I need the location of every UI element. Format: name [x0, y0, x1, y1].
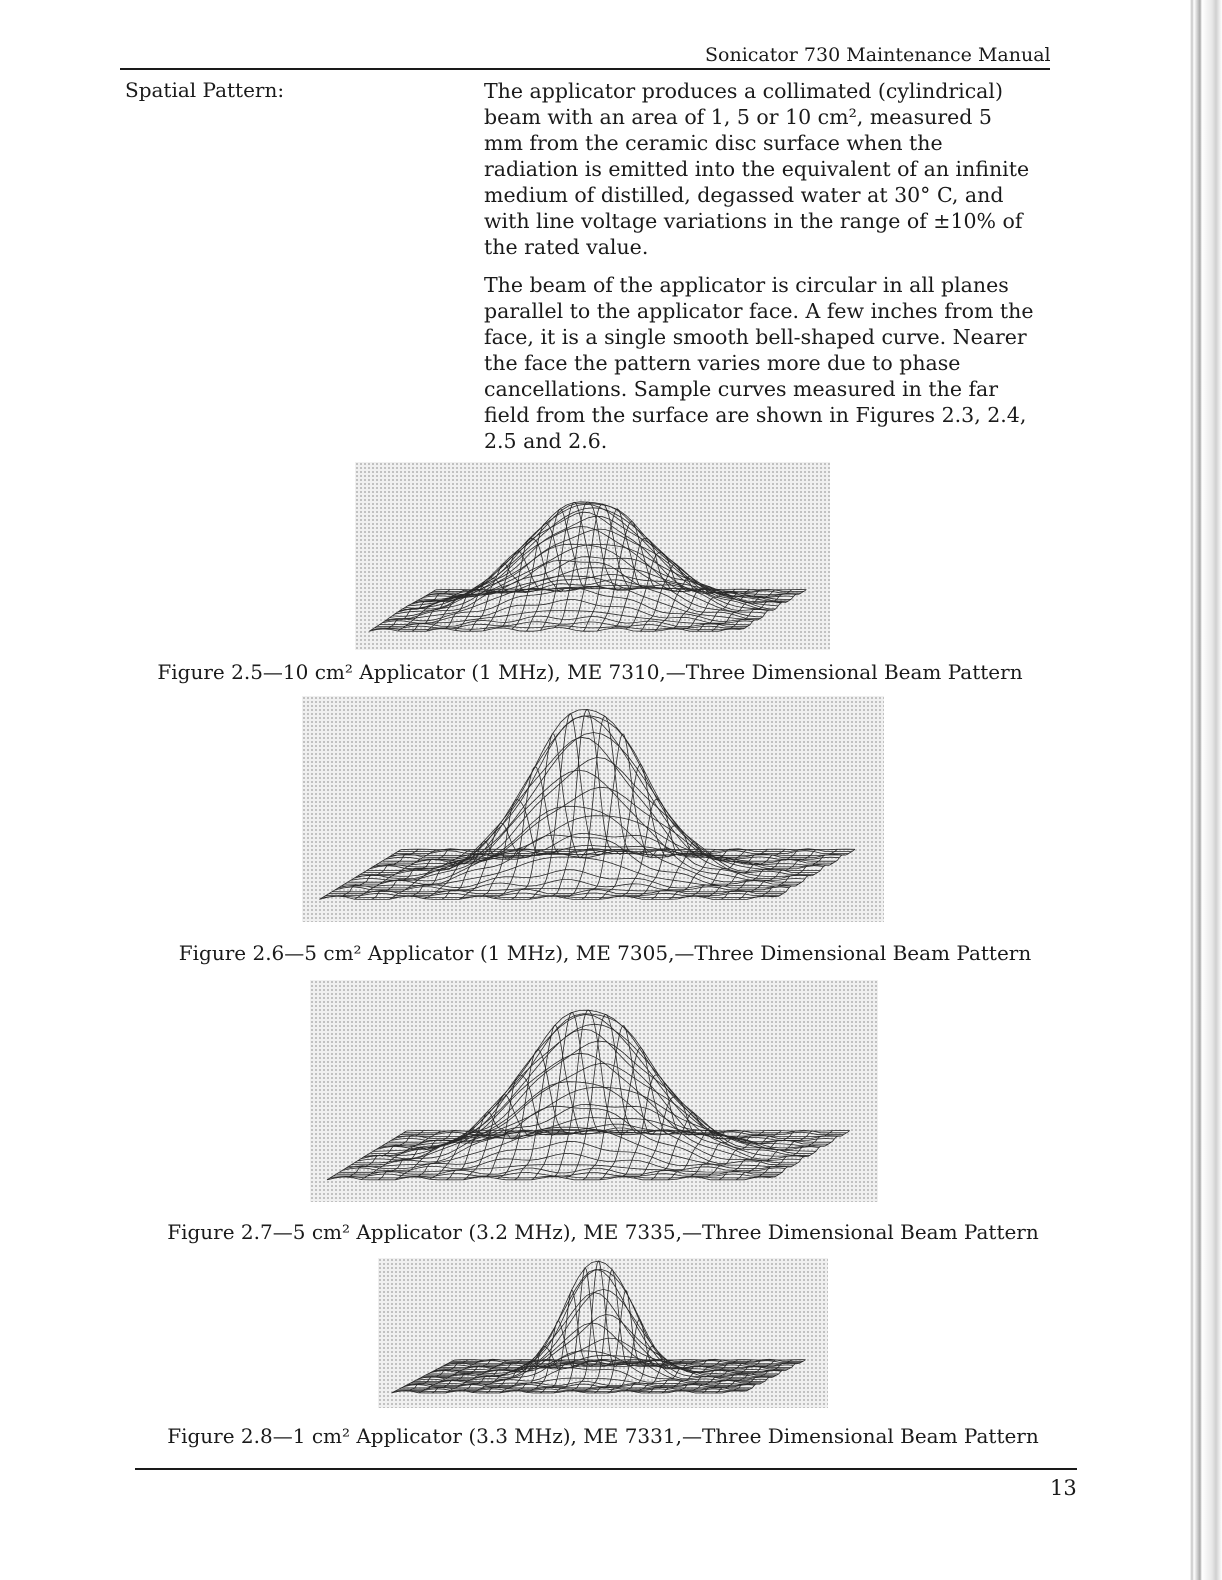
mesh-line: [480, 1075, 560, 1177]
text-line: parallel to the applicator face. A few inches from the: [484, 299, 1034, 323]
text-line: mm from the ceramic disc surface when the: [484, 131, 943, 155]
text-line: medium of distilled, degassed water at 30° C, and: [484, 183, 1004, 207]
mesh-line: [569, 504, 636, 629]
text-line: the rated value.: [484, 235, 649, 259]
mesh-line: [756, 849, 837, 897]
text-line: face, it is a single smooth bell-shaped curve. Nearer: [484, 325, 1027, 349]
wireframe-plot: [355, 462, 830, 650]
paragraph-beam-shape: [484, 272, 1044, 454]
mesh-line: [753, 1131, 833, 1178]
text-line: with line voltage variations in the range of ±10% of: [484, 209, 1023, 233]
mesh-line: [382, 1087, 825, 1146]
figure-2-8-caption: Figure 2.8—1 cm² Applicator (3.3 MHz), ME 7331,—Three Dimensional Beam Pattern: [167, 1424, 1039, 1448]
figure-2-7-beam-pattern: [310, 980, 878, 1202]
text-line: The applicator produces a collimated (cylindrical): [484, 79, 1003, 103]
figure-2-7-caption: Figure 2.7—5 cm² Applicator (3.2 MHz), ME 7335,—Three Dimensional Beam Pattern: [167, 1220, 1039, 1244]
footer-rule: [135, 1468, 1077, 1470]
mesh-line: [352, 1106, 795, 1165]
mesh-line: [555, 502, 622, 627]
mesh-line: [380, 611, 751, 625]
figure-2-6-caption: Figure 2.6—5 cm² Applicator (1 MHz), ME 7305,—Three Dimensional Beam Pattern: [178, 941, 1032, 965]
paragraph-collimated-beam: [484, 78, 1044, 260]
mesh-line: [546, 709, 628, 896]
text-line: cancellations. Sample curves measured in the far: [484, 377, 999, 401]
section-label: Spatial Pattern:: [125, 78, 285, 102]
header-rule: [120, 68, 1050, 70]
mesh-line: [494, 767, 575, 899]
wireframe-plot: [302, 696, 884, 922]
mesh-line: [634, 826, 716, 898]
mesh-line: [773, 849, 855, 897]
figure-2-8-beam-pattern: [378, 1258, 828, 1408]
text-line: The beam of the applicator is circular in all planes: [484, 273, 1009, 297]
text-line: the face the pattern varies more due to phase: [484, 351, 961, 375]
figure-2-5-beam-pattern: [355, 462, 830, 650]
text-line: 2.5 and 2.6.: [484, 429, 608, 453]
figure-2-5-caption: Figure 2.5—10 cm² Applicator (1 MHz), ME 7310,—Three Dimensional Beam Pattern: [157, 660, 1023, 684]
binder-edge: [1182, 0, 1222, 1580]
mesh-line: [581, 1269, 644, 1392]
page-number: 13: [1050, 1476, 1077, 1500]
mesh-line: [361, 1029, 804, 1159]
text-line: beam with an area of 1, 5 or 10 cm², measured 5: [484, 105, 992, 129]
mesh-line: [477, 800, 558, 897]
mesh-line: [617, 1075, 697, 1177]
mesh-line: [770, 1131, 850, 1178]
mesh-line: [498, 539, 565, 629]
running-title: Sonicator 730 Maintenance Manual: [705, 44, 1051, 66]
figure-2-6-beam-pattern: [302, 696, 884, 922]
wireframe-plot: [378, 1258, 828, 1408]
text-line: field from the surface are shown in Figures 2.3, 2.4,: [484, 403, 1027, 427]
mesh-line: [512, 734, 594, 899]
mesh-line: [729, 1360, 792, 1392]
wireframe-plot: [310, 980, 878, 1202]
text-line: radiation is emitted into the equivalent of an infinite: [484, 157, 1030, 181]
